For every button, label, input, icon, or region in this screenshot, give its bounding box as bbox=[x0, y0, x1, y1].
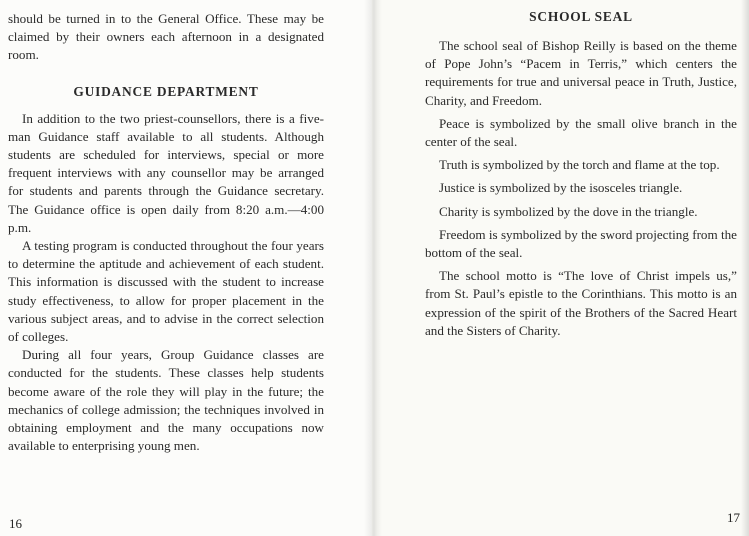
right-page-text bbox=[425, 8, 737, 345]
left-paragraph-3: During all four years, Group Guidance classes are conducted for the students. These classes help students become aware of the role they will play in the future; the mechanics of college admission; the techniques involved in obtaining employment and the many occupations now available to enterprising young men. bbox=[8, 347, 324, 454]
right-paragraph-1: The school seal of Bishop Reilly is based on the theme of Pope John’s “Pacem in Terris,” which centers the requirements for true and universal peace in Truth, Justice, Charity, and Freedom. bbox=[425, 38, 737, 108]
right-paragraph-2: Peace is symbolized by the small olive branch in the center of the seal. bbox=[425, 115, 737, 150]
right-page bbox=[372, 0, 749, 536]
left-paragraph-2: A testing program is conducted throughout the four years to determine the aptitude and achievement of each student. This information is discussed with the student to increase study effectiveness, to allow for proper placement in the various subject areas, and to advise in the correct selection of colleges. bbox=[8, 238, 324, 345]
page-number-left: 16 bbox=[9, 516, 22, 531]
right-paragraph-4: Justice is symbolized by the isosceles triangle. bbox=[439, 180, 683, 196]
book-gutter bbox=[364, 0, 382, 536]
school-seal-heading: SCHOOL SEAL bbox=[529, 9, 633, 24]
right-paragraph-7: The school motto is “The love of Christ impels us,” from St. Paul’s epistle to the Corinthians. This motto is an expression of the spirit of the Brothers of the Sacred Heart and the Sisters of Charity. bbox=[425, 268, 737, 338]
right-paragraph-3: Truth is symbolized by the torch and flame at the top. bbox=[439, 157, 720, 173]
guidance-department-heading: GUIDANCE DEPARTMENT bbox=[73, 83, 259, 99]
page-edge-shadow bbox=[741, 0, 749, 536]
right-paragraph-6: Freedom is symbolized by the sword projecting from the bottom of the seal. bbox=[425, 226, 737, 261]
left-paragraph-1: In addition to the two priest-counsellors, there is a five-man Guidance staff available to all students. Although students are scheduled for interviews, special or more frequent interviews with any counsellor may be arranged for students and parents through the Guidance secretary. The Guidance office is open daily from 8:20 a.m.—4:00 p.m. bbox=[8, 110, 324, 235]
right-paragraph-5: Charity is symbolized by the dove in the triangle. bbox=[439, 203, 698, 219]
left-top-paragraph: should be turned in to the General Office. These may be claimed by their owners each afternoon in a designated room. bbox=[8, 11, 324, 63]
left-page bbox=[0, 0, 372, 536]
left-page-text bbox=[8, 10, 324, 455]
page-number-right: 17 bbox=[727, 510, 740, 525]
